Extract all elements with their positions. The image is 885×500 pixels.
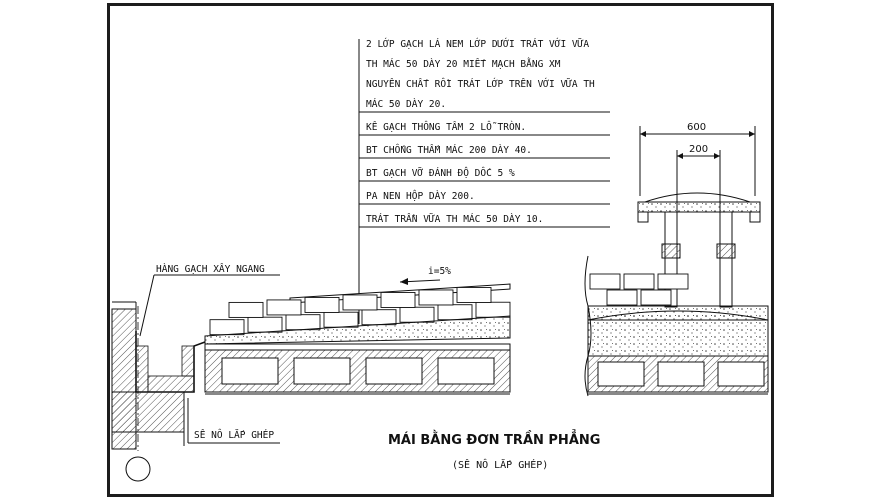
layer-1-line-0: KÊ GẠCH THÔNG TÂM 2 LỖ TRÒN. [366,122,527,133]
vent-detail [585,122,768,396]
axis-bubble [126,457,150,481]
layer-4-line-0: PA NEN HỘP DÀY 200. [366,191,475,202]
beam-label: SÊ NÔ LẮP GHÉP [194,430,275,441]
dim-200: 200 [689,144,709,155]
layer-5-line-0: TRÁT TRẦN VỮA TH MÁC 50 DÀY 10. [366,214,544,225]
drawing-frame [107,3,774,497]
right-panel-cells [598,362,764,386]
parapet-label: HÀNG GẠCH XÂY NGANG [156,264,265,275]
vent-cap [638,202,760,212]
roof-section-drawing [110,6,771,494]
drawing-title: MÁI BẰNG ĐƠN TRẦN PHẲNG [388,433,601,448]
drawing-subtitle: (SÊ NÔ LẮP GHÉP) [452,460,549,471]
layer-0-line-3: MÁC 50 DÀY 20. [366,99,447,110]
layer-labels [359,38,610,227]
slope-label: i=5% [428,266,451,277]
layer-0-line-2: NGUYÊN CHẤT RỒI TRÁT LỚP TRÊN VỚI VỮA TH [366,79,595,90]
layer-callouts [359,38,610,324]
left-roof [205,266,510,394]
layer-0-line-1: TH MÁC 50 DÀY 20 MIẾT MẠCH BẰNG XM [366,59,561,70]
layer-3-line-0: BT GẠCH VỠ ĐÁNH ĐỘ DỐC 5 % [366,168,515,179]
layer-2-line-0: BT CHỐNG THẤM MÁC 200 DÀY 40. [366,145,532,156]
layer-0-line-0: 2 LỚP GẠCH LÁ NEM LỚP DƯỚI TRÁT VỚI VỮA [366,39,590,50]
dim-600: 600 [687,122,707,133]
gutter-beam [112,392,184,432]
